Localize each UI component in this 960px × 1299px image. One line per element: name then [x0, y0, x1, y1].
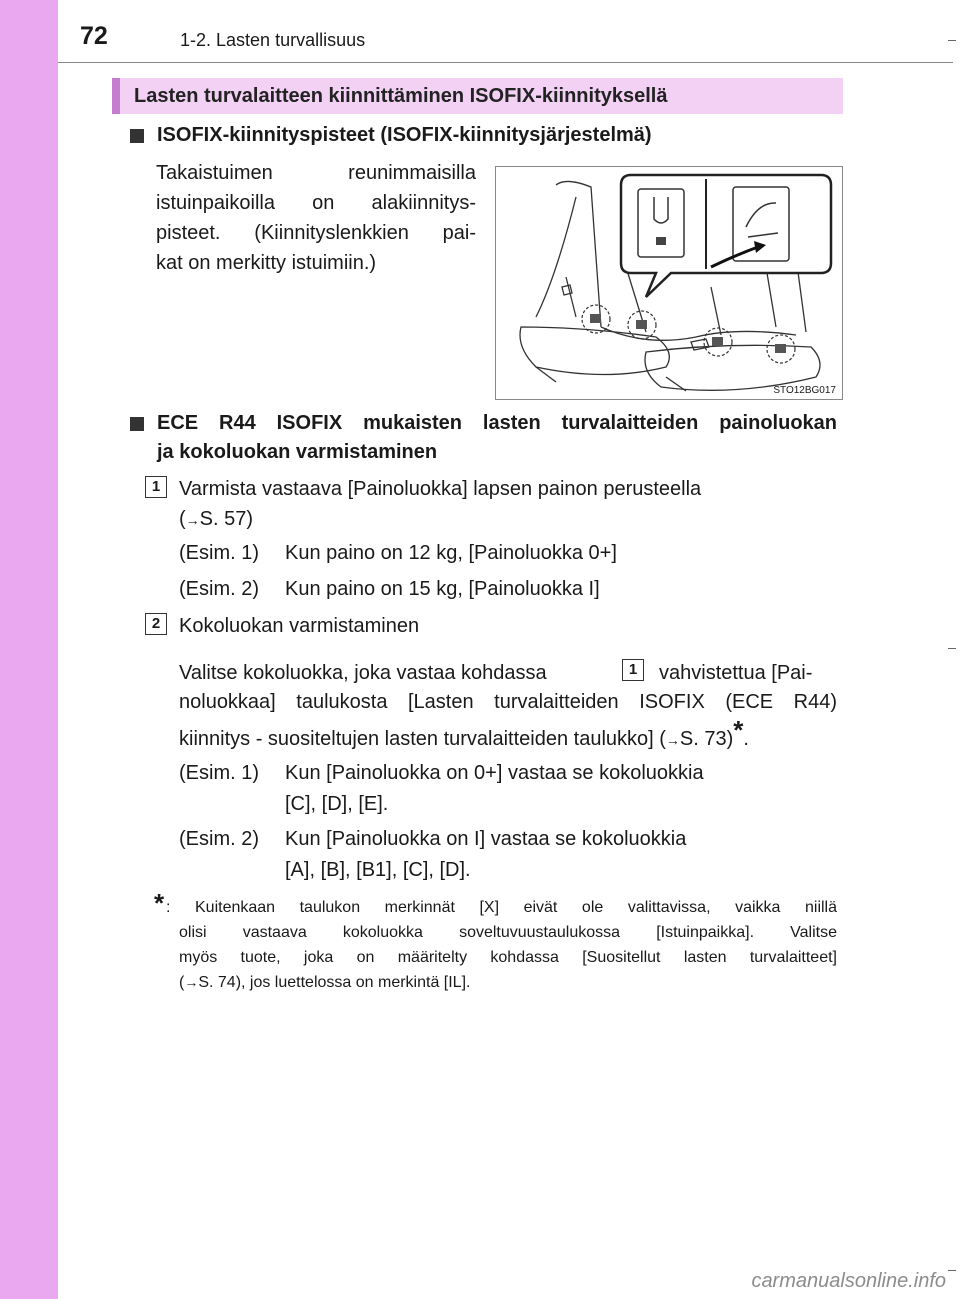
example-text-cont: [A], [B], [B1], [C], [D].	[285, 859, 471, 881]
footnote-line	[179, 970, 470, 995]
side-tab-strip	[0, 0, 58, 1299]
bullet-square-icon	[130, 417, 144, 431]
page-number: 72	[80, 22, 108, 50]
seat-drawing	[496, 167, 842, 399]
step-text: Varmista vastaava [Painoluokka] lapsen painon perusteella	[179, 478, 702, 500]
header-rule	[58, 62, 953, 63]
subsection-heading: ISOFIX-kiinnityspisteet (ISOFIX-kiinnitysjärjestelmä)	[157, 124, 652, 146]
footnote-line: : Kuitenkaan taulukon merkinnät [X] eivät ole valittavissa, vaikka niillä	[166, 899, 837, 916]
example-row	[179, 762, 704, 785]
bullet-square-icon	[130, 129, 144, 143]
example-label: (Esim. 2)	[179, 578, 259, 600]
example-text-cont: [C], [D], [E].	[285, 793, 389, 815]
section-header	[112, 78, 843, 114]
text: S. 74), jos luettelossa on merkintä [IL].	[198, 974, 471, 991]
footnote-line: myös tuote, joka on määritelty kohdassa [Suositellut lasten turvalaitteet]	[179, 949, 837, 966]
example-label: (Esim. 2)	[179, 828, 259, 850]
arrow-icon: →	[185, 512, 200, 528]
body-line: Takaistuimen reunimmaisilla	[156, 162, 476, 184]
example-text: Kun paino on 12 kg, [Painoluokka 0+]	[285, 542, 617, 564]
example-text: Kun [Painoluokka on 0+] vastaa se kokoluokkia	[285, 762, 704, 784]
example-text: Kun [Painoluokka on I] vastaa se kokoluokkia	[285, 828, 687, 850]
text: kiinnitys - suositeltujen lasten turvalaitteiden taulukko] (	[179, 728, 666, 750]
paren: (	[179, 974, 185, 991]
crop-mark	[948, 1270, 956, 1271]
arrow-icon: →	[665, 732, 680, 748]
period: .	[743, 728, 749, 750]
paren: (	[179, 508, 186, 530]
arrow-icon: →	[184, 974, 199, 990]
subsection-heading: ECE R44 ISOFIX mukaisten lasten turvalaitteiden painoluokan	[157, 412, 837, 434]
ref-text: S. 57)	[199, 508, 254, 530]
example-row	[179, 828, 686, 851]
subsection-heading-cont: ja kokoluokan varmistaminen	[157, 441, 438, 463]
chapter-title: 1-2. Lasten turvallisuus	[180, 30, 366, 50]
example-row	[179, 578, 600, 601]
figure-code: STO12BG017	[773, 385, 836, 396]
body-line: noluokkaa] taulukosta [Lasten turvalaitteiden ISOFIX (ECE R44)	[179, 691, 837, 713]
step-text: Kokoluokan varmistaminen	[179, 615, 420, 637]
crop-mark	[948, 648, 956, 649]
footnote-star: *	[154, 888, 165, 918]
step-number-box: 1	[145, 476, 167, 498]
footnote-line: olisi vastaava kokoluokka soveltuvuustaulukossa [Istuinpaikka]. Valitse	[179, 924, 837, 941]
step-number-box: 2	[145, 613, 167, 635]
body-line-ref	[179, 715, 749, 755]
example-text: Kun paino on 15 kg, [Painoluokka I]	[285, 578, 600, 600]
footnote-star: *	[733, 715, 744, 745]
body-line: vahvistettua [Pai-	[659, 662, 813, 684]
inline-step-ref-box: 1	[622, 659, 644, 681]
body-line: kat on merkitty istuimiin.)	[156, 252, 377, 274]
section-title: Lasten turvalaitteen kiinnittäminen ISOFIX-kiinnityksellä	[134, 85, 668, 107]
body-line: pisteet. (Kiinnityslenkkien pai-	[156, 222, 476, 244]
watermark-link[interactable]: carmanualsonline.info	[751, 1270, 946, 1292]
example-row	[179, 542, 617, 565]
ref-text: S. 73)	[679, 728, 734, 750]
body-line: istuinpaikoilla on alakiinnitys-	[156, 192, 476, 214]
example-label: (Esim. 1)	[179, 542, 259, 564]
crop-mark	[948, 40, 956, 41]
isofix-seat-illustration	[495, 166, 843, 400]
body-line: Valitse kokoluokka, joka vastaa kohdassa	[179, 662, 547, 684]
example-label: (Esim. 1)	[179, 762, 259, 784]
page-ref	[179, 505, 253, 535]
